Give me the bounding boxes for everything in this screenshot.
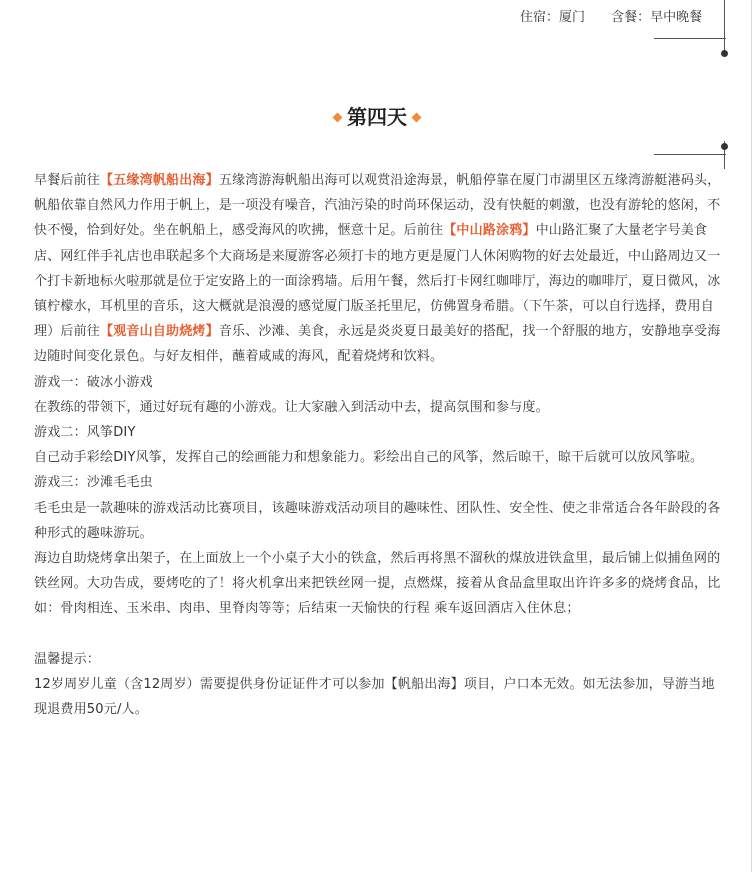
intro-paragraph [34,168,724,370]
right-border [751,0,752,872]
game-title: 游戏一：破冰小游戏 [34,374,153,390]
intro-text: 五缘湾游海帆船出海可以观赏沿途海景，帆船停靠在厦门市湖里区五缘湾游艇港码头，帆船依靠自然风力作用于帆上，是一项没有噪音，汽油污染的时尚环保运动，没有快艇的刺激，也没有游轮的悠闲，不快不慢，恰到好处。坐在帆船上，感受海风的吹拂，惬意十足。后前往 [34,173,721,239]
bbq-paragraph: 海边自助烧烤拿出架子，在上面放上一个小桌子大小的铁盒，然后再将黑不溜秋的煤放进铁盒里，最后铺上似捕鱼网的铁丝网。大功告成，要烤吃的了！将火机拿出来把铁丝网一提，点燃煤，接着从食品盒里取出许许多多的烧烤食品，比如：骨肉相连、玉米串、肉串、里脊肉等等；后结束一天愉快的行程 乘车返回酒店入住休息； [34,551,721,617]
tips-label: 温馨提示： [34,651,101,667]
diamond-icon [412,113,422,123]
game-title: 游戏二：风筝DIY [34,425,136,441]
decorative-line [654,38,726,39]
decorative-line [654,154,726,155]
spacer [34,622,724,647]
day-title-block [0,104,754,130]
tips-text: 12岁周岁儿童（含12周岁）需要提供身份证证件才可以参加【帆船出海】项目，户口本无效。如无法参加，导游当地现退费用50元/人。 [34,676,715,718]
game-title: 游戏三：沙滩毛毛虫 [34,475,153,491]
itinerary-content [34,168,724,722]
game-desc: 自己动手彩绘DIY风筝，发挥自己的绘画能力和想象能力。彩绘出自己的风筝，然后晾干，晾干后就可以放风筝啦。 [34,450,704,466]
decorative-dot [721,143,728,150]
intro-text: 早餐后前往 [34,173,101,188]
decorative-dot [721,50,728,57]
game-desc: 在教练的带领下，通过好玩有趣的小游戏。让大家融入到活动中去，提高氛围和参与度。 [34,399,549,415]
accommodation-meals-info [520,8,702,28]
highlight-sailing: 【五缘湾帆船出海】 [100,173,219,188]
highlight-bbq: 【观音山自助烧烤】 [100,324,219,340]
diamond-icon [333,113,343,123]
highlight-graffiti: 【中山路涂鸦】 [443,223,536,239]
day-title: 第四天 [347,105,407,129]
intro-text: 音乐、沙滩、美食，永远是炎炎夏日最美好的搭配，找一个舒服的地方，安静地享受海边随时间变化景色。与好友相伴，蘸着咸咸的海风，配着烧烤和饮料。 [34,324,721,365]
decorative-vline [724,0,725,53]
stay-text: 住宿：厦门 [520,10,586,25]
game-desc: 毛毛虫是一款趣味的游戏活动比赛项目，该趣味游戏活动项目的趣味性、团队性、安全性、使之非常适合各年龄段的各种形式的趣味游玩。 [34,500,721,541]
intro-text: 中山路汇聚了大量老字号美食店、网红伴手礼店也串联起多个大商场是来厦游客必须打卡的地方更是厦门人休闲购物的好去处最近，中山路周边又一个打卡新地标火啦那就是位于定安路上的一面涂鸦墙。后用午餐，然后打卡网红咖啡厅，海边的咖啡厅，夏日微风，冰镇柠檬水，耳机里的音乐，这大概就是浪漫的感觉厦门版圣托里尼，仿佛置身希腊。（下午茶，可以自行选择，费用自理）后前往 [34,223,721,340]
meals-text: 含餐：早中晚餐 [611,10,703,25]
